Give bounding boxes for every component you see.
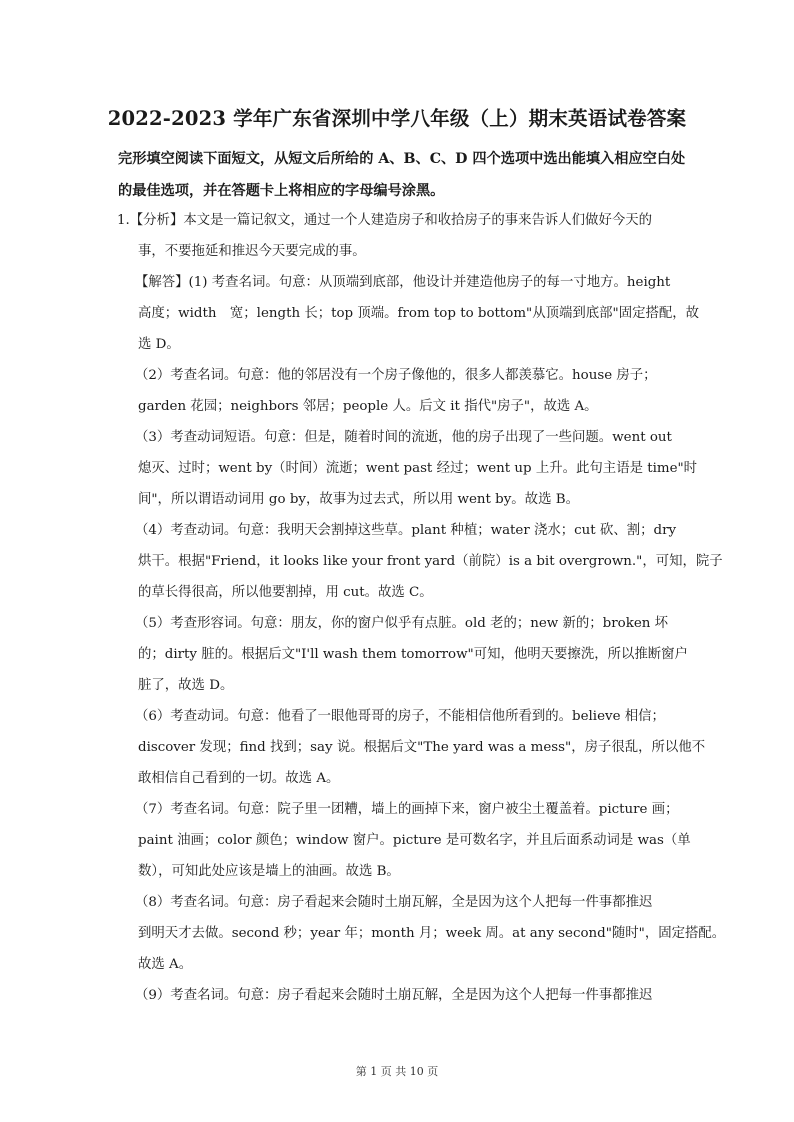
answer-line: 【解答】(1) 考查名词。句意：从顶端到底部，他设计并建造他房子的每一寸地方。height (135, 275, 671, 290)
instruction-line-2: 的最佳选项，并在答题卡上将相应的字母编号涂黑。 (118, 183, 445, 199)
page-footer: 第 1 页 共 10 页 (355, 1065, 439, 1078)
answer-line: 敢相信自己看到的一切。故选 A。 (138, 771, 340, 786)
page-title: 2022-2023 学年广东省深圳中学八年级（上）期末英语试卷答案 (107, 107, 687, 130)
answer-line: 高度；width 宽；length 长；top 顶端。from top to bottom"从顶端到底部"固定搭配，故 (138, 306, 700, 321)
answer-line: （8）考查名词。句意：房子看起来会随时土崩瓦解，全是因为这个人把每一件事都推迟 (135, 895, 653, 910)
answer-line: 的；dirty 脏的。根据后文"I'll wash them tomorrow"可知，他明天要擦洗，所以推断窗户 (138, 647, 688, 662)
answer-line: 的草长得很高，所以他要割掉，用 cut。故选 C。 (138, 585, 433, 600)
analysis-line: 1.【分析】本文是一篇记叙文，通过一个人建造房子和收拾房子的事来告诉人们做好今天的 (117, 213, 653, 228)
answer-line: 熄灭、过时；went by（时间）流逝；went past 经过；went up 上升。此句主语是 time"时 (138, 461, 698, 476)
answer-line: garden 花园；neighbors 邻居；people 人。后文 it 指代"房子"，故选 A。 (138, 399, 598, 414)
answer-line: discover 发现；find 找到；say 说。根据后文"The yard was a mess"，房子很乱，所以他不 (138, 740, 706, 755)
answer-line: 脏了，故选 D。 (138, 678, 234, 693)
answer-line: 烘干。根据"Friend，it looks like your front yard（前院）is a bit overgrown."，可知，院子 (138, 554, 723, 569)
answer-line: 故选 A。 (138, 957, 193, 972)
answer-line: （7）考查名词。句意：院子里一团糟，墙上的画掉下来，窗户被尘土覆盖着。picture 画； (135, 802, 679, 817)
answer-line: （2）考查名词。句意：他的邻居没有一个房子像他的，很多人都羡慕它。house 房子； (135, 368, 657, 383)
answer-line: （6）考查动词。句意：他看了一眼他哥哥的房子，不能相信他所看到的。believe 相信； (135, 709, 665, 724)
answer-line: 间"，所以谓语动词用 go by，故事为过去式，所以用 went by。故选 B。 (138, 492, 579, 507)
answer-line: paint 油画；color 颜色；window 窗户。picture 是可数名字，并且后面系动词是 was（单 (138, 833, 691, 848)
answer-line: （5）考查形容词。句意：朋友，你的窗户似乎有点脏。old 老的；new 新的；broken 坏 (135, 616, 669, 631)
instruction-line-1: 完形填空阅读下面短文，从短文后所给的 A、B、C、D 四个选项中选出能填入相应空白处 (118, 151, 686, 167)
answer-line: 到明天才去做。second 秒；year 年；month 月；week 周。at any second"随时"，固定搭配。 (138, 926, 726, 941)
answer-line: （4）考查动词。句意：我明天会割掉这些草。plant 种植；water 浇水；cut 砍、割；dry (135, 523, 677, 538)
analysis-line: 事，不要拖延和推迟今天要完成的事。 (138, 244, 366, 259)
answer-line: 选 D。 (138, 337, 180, 352)
answer-line: （3）考查动词短语。句意：但是，随着时间的流逝，他的房子出现了一些问题。went out (135, 430, 672, 445)
answer-line: （9）考查名词。句意：房子看起来会随时土崩瓦解，全是因为这个人把每一件事都推迟 (135, 988, 653, 1003)
answer-line: 数），可知此处应该是墙上的油画。故选 B。 (138, 864, 400, 879)
